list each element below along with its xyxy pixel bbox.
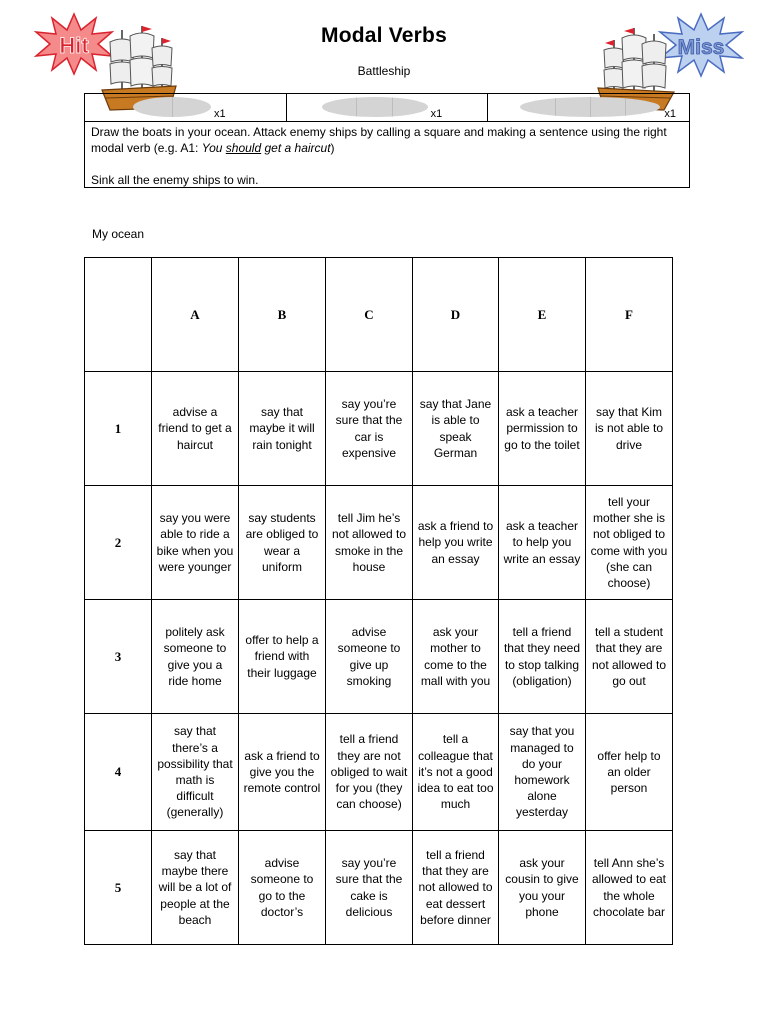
boat-count: x1 (430, 108, 443, 120)
boat-count: x1 (664, 108, 676, 120)
grid-cell[interactable]: tell Jim he’s not allowed to smoke in the house (326, 486, 413, 600)
column-header: A (152, 258, 239, 372)
grid-cell[interactable]: say you’re sure that the car is expensive (326, 372, 413, 486)
grid-cell[interactable]: say you’re sure that the cake is delicious (326, 831, 413, 945)
grid-cell[interactable]: say you were able to ride a bike when you were younger (152, 486, 239, 600)
ocean-label: My ocean (92, 227, 145, 241)
example-modal: should (225, 141, 262, 155)
grid-cell[interactable]: tell a friend they are not obliged to wait for you (they can choose) (326, 714, 413, 831)
column-header: C (326, 258, 413, 372)
grid-corner-cell (85, 258, 152, 372)
grid-header-row (85, 258, 673, 372)
grid-cell[interactable]: tell your mother she is not obliged to come with you (she can choose) (586, 486, 673, 600)
grid-cell[interactable]: ask your cousin to give you your phone (499, 831, 586, 945)
grid-row (85, 714, 673, 831)
grid-row (85, 831, 673, 945)
instructions-box (84, 121, 690, 188)
row-header: 5 (85, 831, 152, 945)
grid-cell[interactable]: say that Jane is able to speak German (413, 372, 499, 486)
grid-cell[interactable]: say that there’s a possibility that math is difficult (generally) (152, 714, 239, 831)
grid-cell[interactable]: tell a student that they are not allowed to go out (586, 600, 673, 714)
grid-cell[interactable]: tell Ann she’s allowed to eat the whole chocolate bar (586, 831, 673, 945)
grid-cell[interactable]: offer to help a friend with their luggage (239, 600, 326, 714)
grid-row (85, 600, 673, 714)
row-header: 3 (85, 600, 152, 714)
grid-cell[interactable]: advise someone to go to the doctor’s (239, 831, 326, 945)
grid-row (85, 486, 673, 600)
grid-row (85, 372, 673, 486)
grid-cell[interactable]: ask a friend to give you the remote control (239, 714, 326, 831)
page-title: Modal Verbs (321, 24, 447, 47)
column-header: D (413, 258, 499, 372)
column-header: B (239, 258, 326, 372)
grid-cell[interactable]: ask a friend to help you write an essay (413, 486, 499, 600)
boat-count: x1 (214, 108, 226, 120)
grid-cell[interactable]: say students are obliged to wear a uniform (239, 486, 326, 600)
grid-cell[interactable]: tell a friend that they are not allowed to eat dessert before dinner (413, 831, 499, 945)
grid-cell[interactable]: ask a teacher permission to go to the toilet (499, 372, 586, 486)
hit-label: Hit (59, 33, 89, 58)
page-subtitle: Battleship (357, 64, 411, 78)
grid-cell[interactable]: say that Kim is not able to drive (586, 372, 673, 486)
instructions-line-2: Sink all the enemy ships to win. (91, 173, 259, 187)
grid-cell[interactable]: say that you managed to do your homework alone yesterday (499, 714, 586, 831)
ocean-grid (84, 257, 673, 945)
column-header: F (586, 258, 673, 372)
boat-key-cell (287, 94, 489, 121)
grid-cell[interactable]: tell a colleague that it’s not a good idea to eat too much (413, 714, 499, 831)
grid-cell[interactable]: say that maybe it will rain tonight (239, 372, 326, 486)
grid-cell[interactable]: ask your mother to come to the mall with you (413, 600, 499, 714)
grid-cell[interactable]: tell a friend that they need to stop talking (obligation) (499, 600, 586, 714)
grid-cell[interactable]: advise someone to give up smoking (326, 600, 413, 714)
column-header: E (499, 258, 586, 372)
boat-key-cell (488, 94, 689, 121)
grid-cell[interactable]: ask a teacher to help you write an essay (499, 486, 586, 600)
example-rest: get a haircut (264, 141, 331, 155)
grid-cell[interactable]: advise a friend to get a haircut (152, 372, 239, 486)
grid-cell[interactable]: politely ask someone to give you a ride home (152, 600, 239, 714)
instructions-line-1: Draw the boats in your ocean. Attack enemy ships by calling a square and making a sentence using the right modal verb (e.g. A1: You should get a haircut) (91, 125, 667, 155)
boat-2-icon (133, 97, 211, 117)
boat-3-icon (322, 97, 428, 117)
grid-cell[interactable]: say that maybe there will be a lot of people at the beach (152, 831, 239, 945)
grid-cell[interactable]: offer help to an older person (586, 714, 673, 831)
example-subject: You (201, 141, 223, 155)
row-header: 2 (85, 486, 152, 600)
miss-label: Miss (677, 36, 725, 59)
boat-key-cell (85, 94, 287, 121)
boat-key-row (84, 93, 690, 122)
row-header: 4 (85, 714, 152, 831)
boat-4-icon (520, 97, 660, 117)
row-header: 1 (85, 372, 152, 486)
